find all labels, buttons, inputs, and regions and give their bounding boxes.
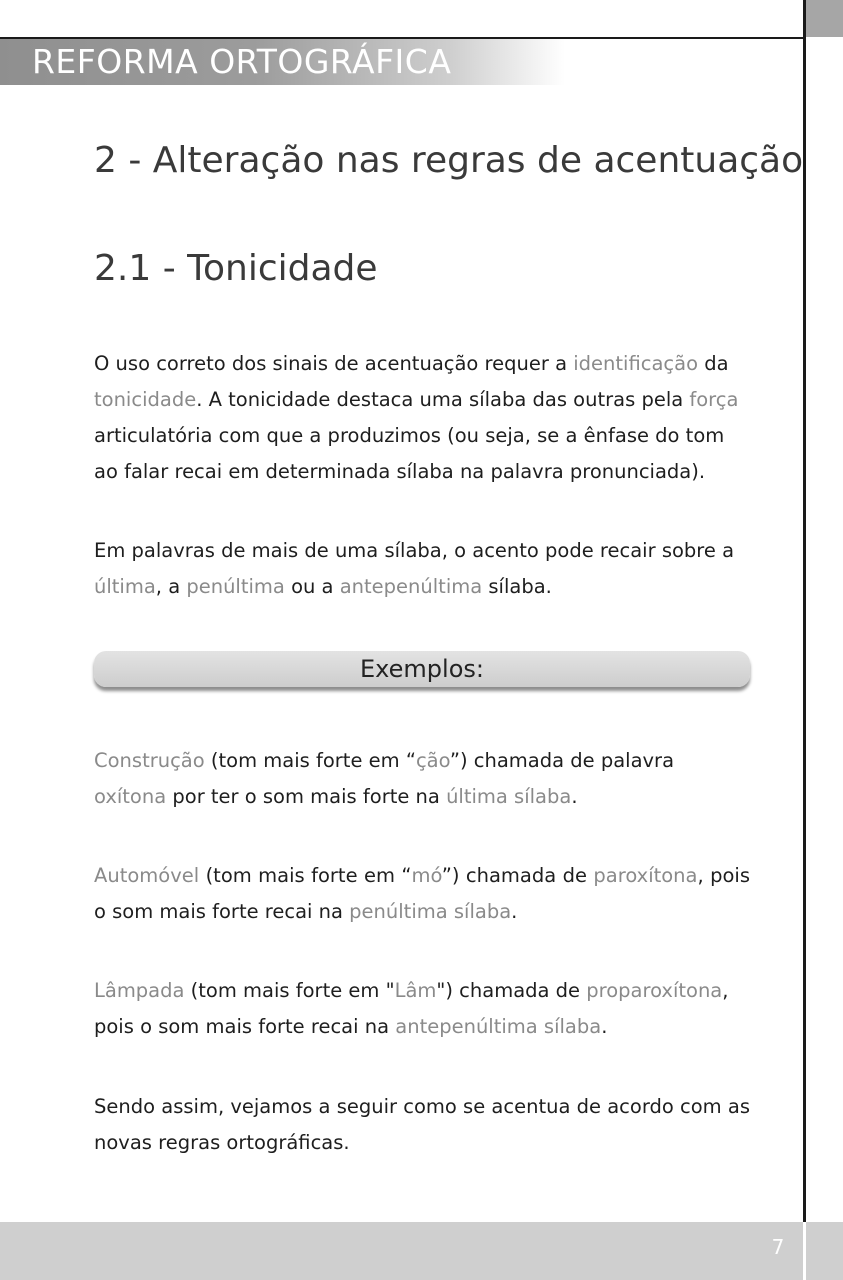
stressed-syllable: Lâm [394,979,437,1002]
example-proparoxitona: Lâmpada (tom mais forte em "Lâm") chamada de proparoxítona, pois o som mais forte recai na antepenúltima sílaba. [94,979,729,1038]
highlight-term: antepenúltima [339,575,483,598]
syllable-position: antepenúltima sílaba [395,1015,602,1038]
highlight-term: força [689,388,739,411]
example-word: Lâmpada [94,979,185,1002]
intro-paragraph: O uso correto dos sinais de acentuação requer a identificação da tonicidade. A tonicidade destaca uma sílaba das outras pela força articulatória com que a produzimos (ou seja, se a ênfase do tom ao falar recai em determinada sílaba na palavra pronunciada). [94,352,739,483]
example-word: Automóvel [94,864,200,887]
classification-term: paroxítona [593,864,698,887]
classification-term: oxítona [94,785,167,808]
highlight-term: última [94,575,156,598]
syllable-paragraph: Em palavras de mais de uma sílaba, o acento pode recair sobre a última, a penúltima ou a antepenúltima sílaba. [94,539,735,598]
examples-heading: Exemplos: [360,655,484,683]
example-word: Construção [94,749,205,772]
stressed-syllable: mó [411,864,442,887]
stressed-syllable: ção [415,749,450,772]
syllable-position: última sílaba [446,785,572,808]
classification-term: proparoxítona [586,979,723,1002]
closing-paragraph: Sendo assim, vejamos a seguir como se acentua de acordo com as novas regras ortográficas. [94,1095,750,1154]
corner-tab [806,0,843,37]
footer-corner [806,1222,843,1280]
footer-bar [0,1222,804,1280]
examples-heading-bar [94,651,750,687]
right-divider-line [803,0,806,1222]
page-number: 7 [771,1235,785,1259]
header-title: REFORMA ORTOGRÁFICA [32,42,452,81]
highlight-term: identificação [573,352,699,375]
syllable-position: penúltima sílaba [349,900,512,923]
highlight-term: tonicidade [94,388,197,411]
section-subtitle: 2.1 - Tonicidade [94,248,378,289]
example-oxitona: Construção (tom mais forte em “ção”) chamada de palavra oxítona por ter o som mais forte na última sílaba. [94,749,675,808]
highlight-term: penúltima [186,575,285,598]
section-title: 2 - Alteração nas regras de acentuação [94,140,804,181]
example-paroxitona: Automóvel (tom mais forte em “mó”) chamada de paroxítona, pois o som mais forte recai na penúltima sílaba. [94,864,751,923]
